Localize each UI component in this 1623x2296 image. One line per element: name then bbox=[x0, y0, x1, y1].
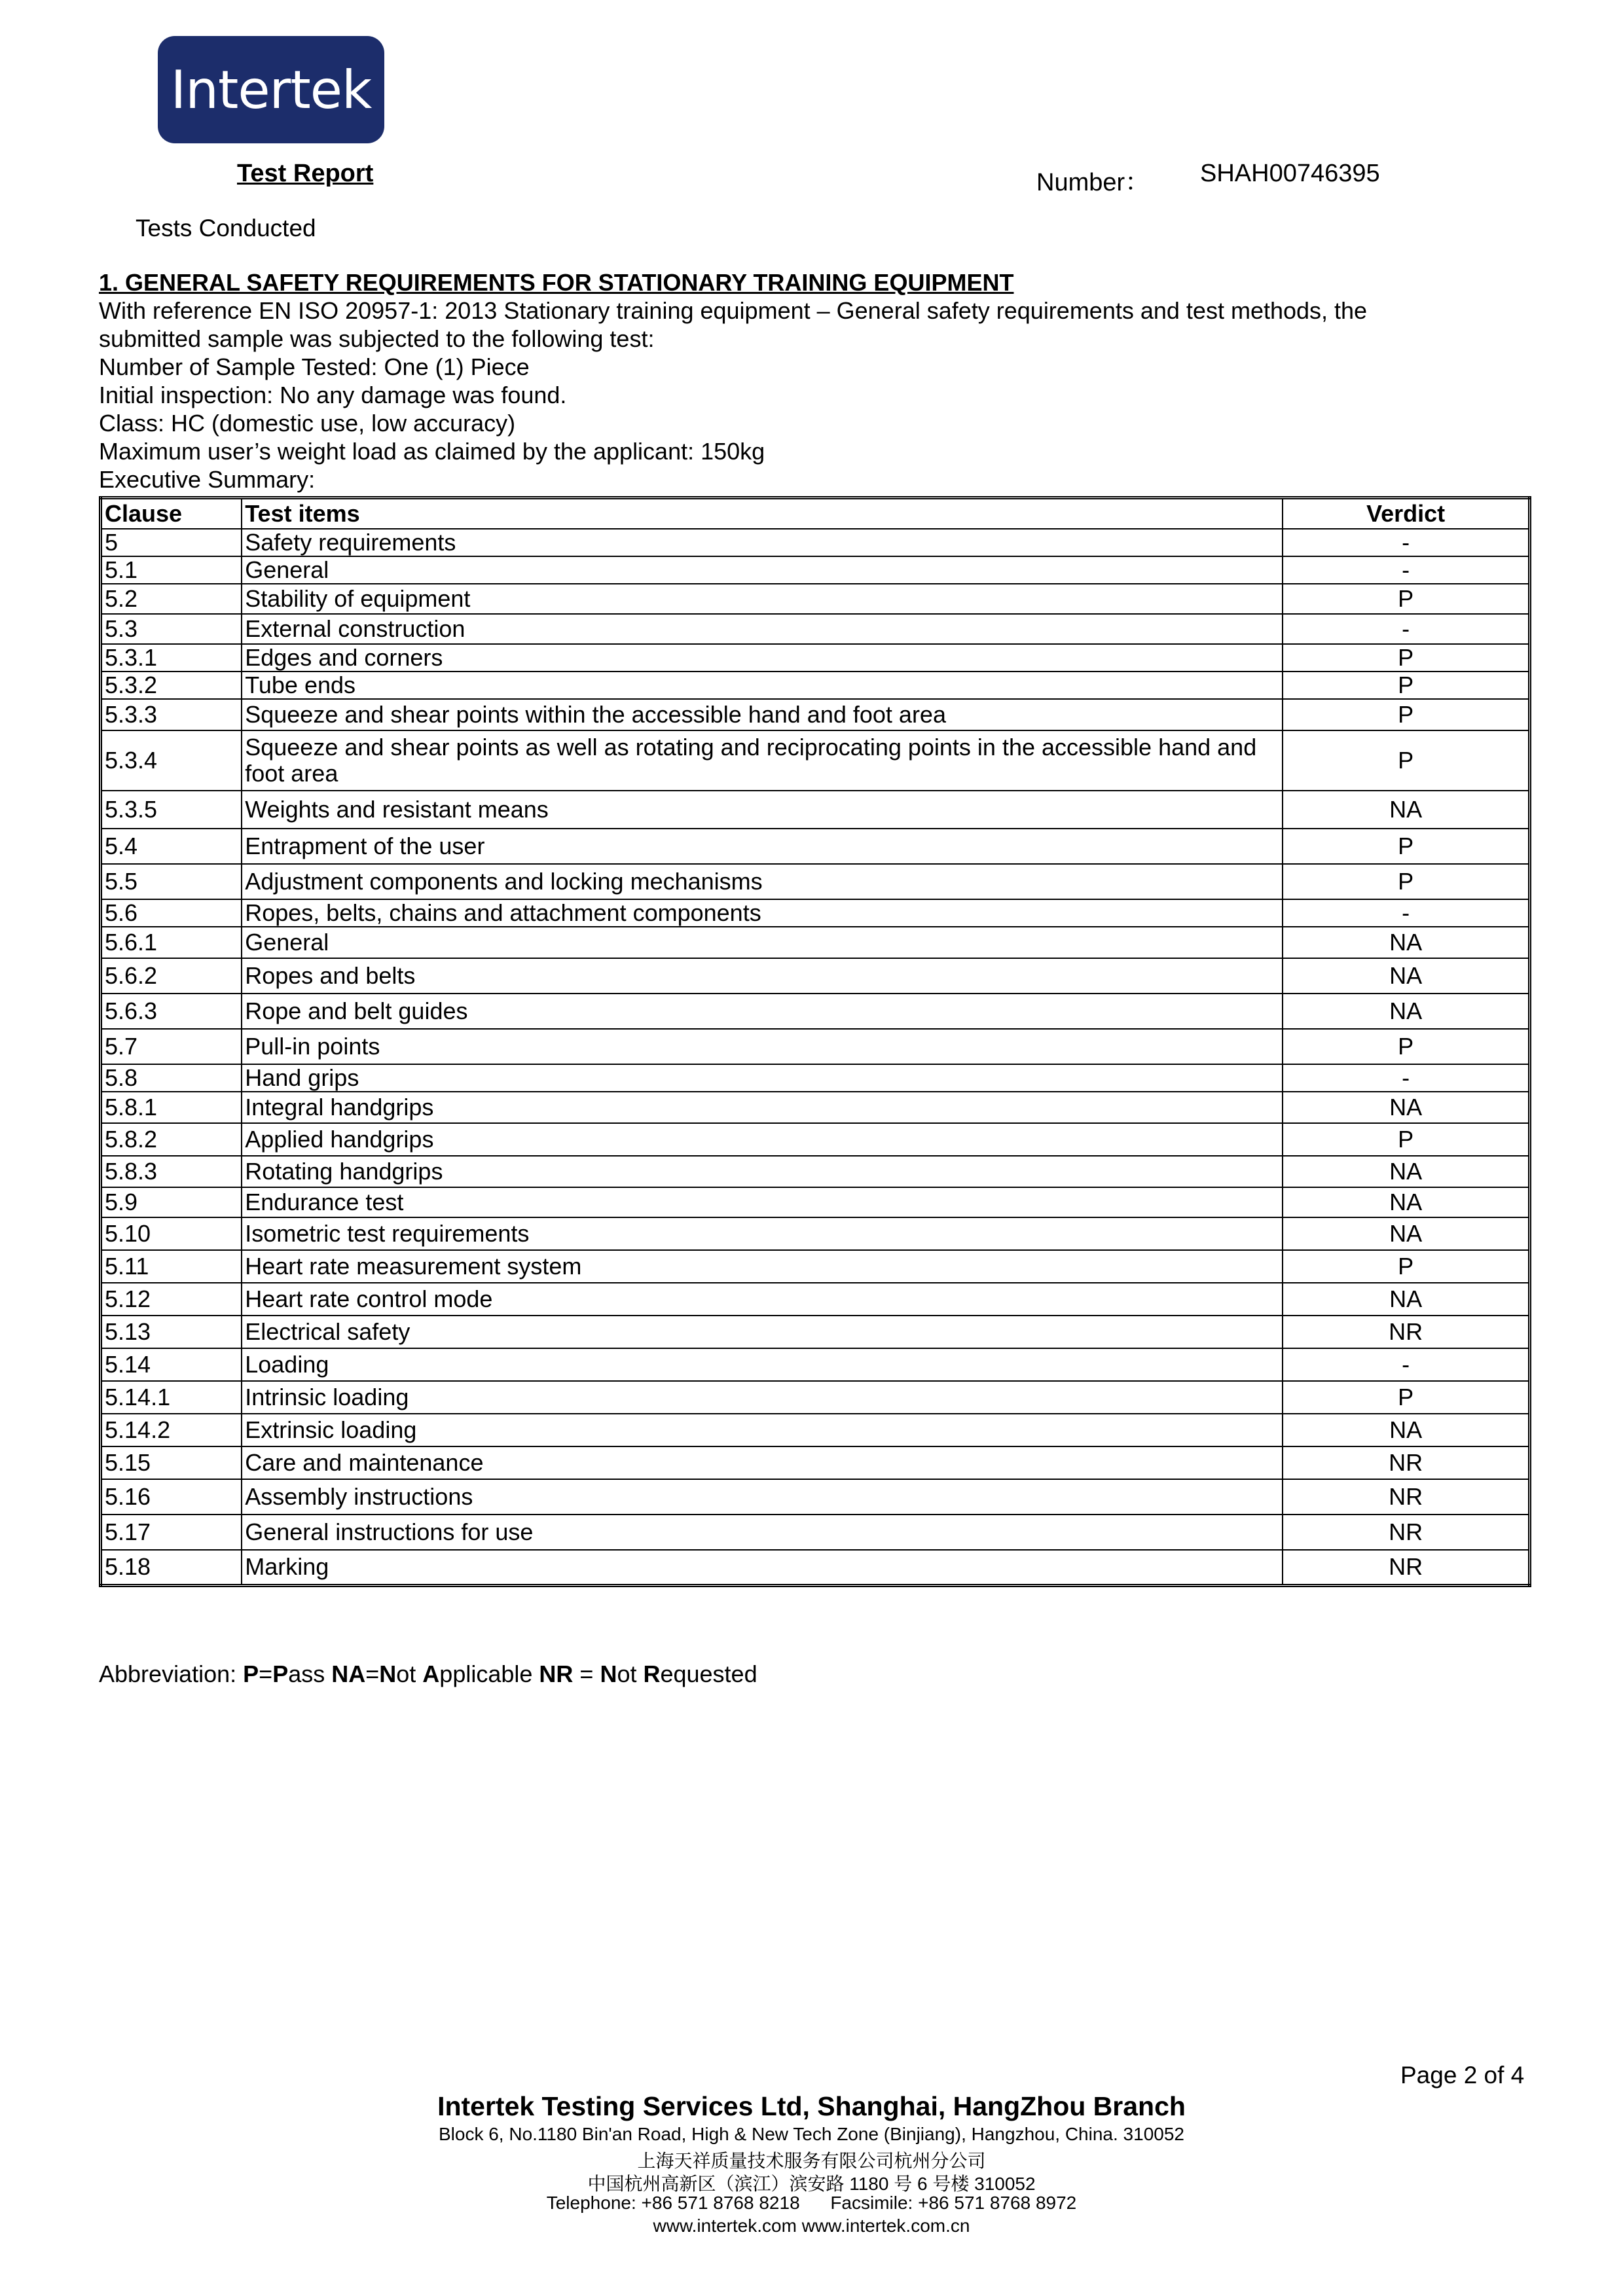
verdict-cell: P bbox=[1283, 1123, 1529, 1156]
clause-cell: 5.8.1 bbox=[101, 1092, 242, 1123]
abbr-nr-n: N bbox=[600, 1660, 617, 1687]
table-row bbox=[101, 1283, 1530, 1316]
test-item-cell: General instructions for use bbox=[242, 1515, 1283, 1550]
verdict-cell: P bbox=[1283, 672, 1529, 699]
clause-cell: 5.3.3 bbox=[101, 699, 242, 730]
abbr-nr-rest: equested bbox=[660, 1660, 757, 1687]
verdict-cell: NA bbox=[1283, 1156, 1529, 1187]
abbr-eq-3: = bbox=[573, 1660, 600, 1687]
abbr-na-ot: ot bbox=[396, 1660, 423, 1687]
table-row bbox=[101, 1123, 1530, 1156]
verdict-cell: NR bbox=[1283, 1446, 1529, 1479]
test-item-cell: Endurance test bbox=[242, 1187, 1283, 1217]
verdict-cell: NA bbox=[1283, 1092, 1529, 1123]
clause-cell: 5.7 bbox=[101, 1029, 242, 1064]
clause-cell: 5.16 bbox=[101, 1479, 242, 1515]
reference-line-2: submitted sample was subjected to the following test: bbox=[99, 325, 655, 352]
table-row bbox=[101, 1064, 1530, 1092]
samples-tested: Number of Sample Tested: One (1) Piece bbox=[99, 353, 530, 380]
table-row bbox=[101, 864, 1530, 899]
table-row bbox=[101, 644, 1530, 672]
table-row bbox=[101, 1217, 1530, 1250]
abbr-na-rest: pplicable bbox=[439, 1660, 539, 1687]
verdict-cell: NA bbox=[1283, 958, 1529, 994]
clause-cell: 5.8 bbox=[101, 1064, 242, 1092]
equipment-class: Class: HC (domestic use, low accuracy) bbox=[99, 410, 516, 437]
verdict-cell: - bbox=[1283, 1348, 1529, 1381]
test-item-cell: Loading bbox=[242, 1348, 1283, 1381]
test-item-cell: Safety requirements bbox=[242, 529, 1283, 556]
table-row bbox=[101, 1479, 1530, 1515]
clause-cell: 5.3.5 bbox=[101, 791, 242, 829]
test-item-cell: General bbox=[242, 927, 1283, 958]
verdict-cell: NA bbox=[1283, 1283, 1529, 1316]
max-weight-load: Maximum user’s weight load as claimed by the applicant: 150kg bbox=[99, 438, 765, 465]
abbr-eq-2: = bbox=[365, 1660, 380, 1687]
table-row bbox=[101, 1316, 1530, 1348]
clause-cell: 5.14.2 bbox=[101, 1414, 242, 1446]
executive-summary-table bbox=[99, 496, 1531, 1587]
footer-phones: Telephone: +86 571 8768 8218 Facsimile: +86 571 8768 8972 bbox=[546, 2193, 1077, 2213]
table-row bbox=[101, 1414, 1530, 1446]
clause-cell: 5.14 bbox=[101, 1348, 242, 1381]
verdict-cell: NA bbox=[1283, 927, 1529, 958]
table-row bbox=[101, 699, 1530, 730]
footer-websites: www.intertek.com www.intertek.com.cn bbox=[653, 2215, 970, 2236]
clause-cell: 5.3.1 bbox=[101, 644, 242, 672]
table-row bbox=[101, 1187, 1530, 1217]
test-item-cell: Electrical safety bbox=[242, 1316, 1283, 1348]
clause-cell: 5.6 bbox=[101, 899, 242, 927]
clause-cell: 5.17 bbox=[101, 1515, 242, 1550]
test-item-cell: Rotating handgrips bbox=[242, 1156, 1283, 1187]
verdict-cell: NA bbox=[1283, 1414, 1529, 1446]
test-item-cell: General bbox=[242, 556, 1283, 584]
abbr-p-rest: ass bbox=[288, 1660, 332, 1687]
verdict-cell: - bbox=[1283, 1064, 1529, 1092]
section-intro bbox=[99, 268, 1539, 493]
verdict-cell: P bbox=[1283, 644, 1529, 672]
table-row bbox=[101, 958, 1530, 994]
clause-cell: 5.2 bbox=[101, 584, 242, 614]
report-number-value: SHAH00746395 bbox=[1200, 160, 1380, 187]
abbr-na-a: A bbox=[422, 1660, 440, 1687]
test-item-cell: Rope and belt guides bbox=[242, 994, 1283, 1029]
abbr-p-code: P bbox=[243, 1660, 259, 1687]
test-item-cell: Care and maintenance bbox=[242, 1446, 1283, 1479]
verdict-cell: NR bbox=[1283, 1515, 1529, 1550]
verdict-cell: NA bbox=[1283, 791, 1529, 829]
table-row bbox=[101, 899, 1530, 927]
table-row bbox=[101, 672, 1530, 699]
table-row bbox=[101, 1515, 1530, 1550]
clause-cell: 5.18 bbox=[101, 1550, 242, 1585]
clause-cell: 5.4 bbox=[101, 829, 242, 864]
verdict-cell: P bbox=[1283, 1029, 1529, 1064]
table-row bbox=[101, 529, 1530, 556]
clause-cell: 5.6.3 bbox=[101, 994, 242, 1029]
verdict-cell: P bbox=[1283, 730, 1529, 791]
verdict-cell: NR bbox=[1283, 1479, 1529, 1515]
footer-address: Block 6, No.1180 Bin'an Road, High & New Tech Zone (Binjiang), Hangzhou, China. 310052 bbox=[438, 2124, 1184, 2144]
table-row bbox=[101, 1446, 1530, 1479]
verdict-cell: - bbox=[1283, 899, 1529, 927]
test-item-cell: Marking bbox=[242, 1550, 1283, 1585]
clause-cell: 5.15 bbox=[101, 1446, 242, 1479]
page-number: Page 2 of 4 bbox=[1400, 2062, 1525, 2089]
verdict-header: Verdict bbox=[1283, 498, 1529, 529]
table-row bbox=[101, 1029, 1530, 1064]
test-item-cell: Edges and corners bbox=[242, 644, 1283, 672]
test-item-cell: External construction bbox=[242, 614, 1283, 644]
verdict-cell: - bbox=[1283, 529, 1529, 556]
clause-cell: 5.9 bbox=[101, 1187, 242, 1217]
table-row bbox=[101, 584, 1530, 614]
verdict-cell: P bbox=[1283, 864, 1529, 899]
verdict-cell: NA bbox=[1283, 994, 1529, 1029]
verdict-cell: - bbox=[1283, 614, 1529, 644]
clause-cell: 5.8.2 bbox=[101, 1123, 242, 1156]
test-item-cell: Intrinsic loading bbox=[242, 1381, 1283, 1414]
report-title: Test Report bbox=[237, 160, 374, 187]
abbr-nr-ot: ot bbox=[617, 1660, 644, 1687]
clause-cell: 5.3.2 bbox=[101, 672, 242, 699]
table-row bbox=[101, 1156, 1530, 1187]
test-item-cell: Ropes, belts, chains and attachment components bbox=[242, 899, 1283, 927]
verdict-cell: P bbox=[1283, 1381, 1529, 1414]
table-row bbox=[101, 1550, 1530, 1585]
test-item-cell: Isometric test requirements bbox=[242, 1217, 1283, 1250]
test-items-header: Test items bbox=[242, 498, 1283, 529]
table-row bbox=[101, 556, 1530, 584]
verdict-cell: P bbox=[1283, 1250, 1529, 1283]
abbr-nr-r: R bbox=[643, 1660, 661, 1687]
verdict-cell: NA bbox=[1283, 1217, 1529, 1250]
tests-conducted-label: Tests Conducted bbox=[136, 215, 316, 242]
verdict-cell: - bbox=[1283, 556, 1529, 584]
clause-header: Clause bbox=[101, 498, 242, 529]
table-row bbox=[101, 829, 1530, 864]
test-item-cell: Ropes and belts bbox=[242, 958, 1283, 994]
abbr-eq-1: = bbox=[259, 1660, 273, 1687]
clause-cell: 5.1 bbox=[101, 556, 242, 584]
table-row bbox=[101, 1092, 1530, 1123]
intertek-logo bbox=[158, 36, 384, 143]
footer-company: Intertek Testing Services Ltd, Shanghai, HangZhou Branch bbox=[437, 2091, 1186, 2121]
clause-cell: 5.5 bbox=[101, 864, 242, 899]
verdict-cell: NR bbox=[1283, 1316, 1529, 1348]
reference-line-1: With reference EN ISO 20957-1: 2013 Stationary training equipment – General safety requirements and test methods, the bbox=[99, 297, 1368, 324]
test-item-cell: Assembly instructions bbox=[242, 1479, 1283, 1515]
table-row bbox=[101, 614, 1530, 644]
test-item-cell: Heart rate control mode bbox=[242, 1283, 1283, 1316]
test-item-cell: Extrinsic loading bbox=[242, 1414, 1283, 1446]
clause-cell: 5.10 bbox=[101, 1217, 242, 1250]
test-item-cell: Tube ends bbox=[242, 672, 1283, 699]
clause-cell: 5.14.1 bbox=[101, 1381, 242, 1414]
verdict-cell: P bbox=[1283, 699, 1529, 730]
test-item-cell: Applied handgrips bbox=[242, 1123, 1283, 1156]
verdict-cell: P bbox=[1283, 829, 1529, 864]
test-item-cell: Entrapment of the user bbox=[242, 829, 1283, 864]
table-row bbox=[101, 1381, 1530, 1414]
clause-cell: 5.3 bbox=[101, 614, 242, 644]
executive-summary-label: Executive Summary: bbox=[99, 466, 316, 493]
table-row bbox=[101, 791, 1530, 829]
table-row bbox=[101, 730, 1530, 791]
clause-cell: 5.11 bbox=[101, 1250, 242, 1283]
clause-cell: 5.13 bbox=[101, 1316, 242, 1348]
abbr-prefix: Abbreviation: bbox=[99, 1660, 244, 1687]
abbr-na-code: NA bbox=[331, 1660, 366, 1687]
section-heading: 1. GENERAL SAFETY REQUIREMENTS FOR STATIONARY TRAINING EQUIPMENT bbox=[99, 269, 1014, 296]
abbreviation-legend bbox=[99, 1660, 757, 1688]
table-row bbox=[101, 927, 1530, 958]
verdict-cell: P bbox=[1283, 584, 1529, 614]
table-row bbox=[101, 994, 1530, 1029]
test-item-cell: Squeeze and shear points within the accessible hand and foot area bbox=[242, 699, 1283, 730]
test-item-cell: Squeeze and shear points as well as rotating and reciprocating points in the accessible hand and foot area bbox=[242, 730, 1283, 791]
test-item-cell: Integral handgrips bbox=[242, 1092, 1283, 1123]
footer-company-cn: 上海天祥质量技术服务有限公司杭州分公司 bbox=[637, 2150, 986, 2172]
clause-cell: 5.6.1 bbox=[101, 927, 242, 958]
verdict-cell: NR bbox=[1283, 1550, 1529, 1585]
abbr-na-n: N bbox=[379, 1660, 397, 1687]
clause-cell: 5.8.3 bbox=[101, 1156, 242, 1187]
clause-cell: 5.6.2 bbox=[101, 958, 242, 994]
table-header-row bbox=[101, 498, 1530, 529]
abbr-nr-code: NR bbox=[539, 1660, 574, 1687]
abbr-p-initial: P bbox=[272, 1660, 289, 1687]
test-item-cell: Stability of equipment bbox=[242, 584, 1283, 614]
table-row bbox=[101, 1250, 1530, 1283]
test-item-cell: Hand grips bbox=[242, 1064, 1283, 1092]
clause-cell: 5.3.4 bbox=[101, 730, 242, 791]
logo-text: Intertek bbox=[170, 59, 372, 120]
initial-inspection: Initial inspection: No any damage was found. bbox=[99, 382, 567, 408]
clause-cell: 5.12 bbox=[101, 1283, 242, 1316]
report-number-label: Number： bbox=[1036, 169, 1150, 196]
test-item-cell: Heart rate measurement system bbox=[242, 1250, 1283, 1283]
test-item-cell: Pull-in points bbox=[242, 1029, 1283, 1064]
footer-address-cn: 中国杭州高新区（滨江）滨安路 1180 号 6 号楼 310052 bbox=[587, 2174, 1036, 2194]
verdict-cell: NA bbox=[1283, 1187, 1529, 1217]
clause-cell: 5 bbox=[101, 529, 242, 556]
test-item-cell: Weights and resistant means bbox=[242, 791, 1283, 829]
test-item-cell: Adjustment components and locking mechanisms bbox=[242, 864, 1283, 899]
table-row bbox=[101, 1348, 1530, 1381]
